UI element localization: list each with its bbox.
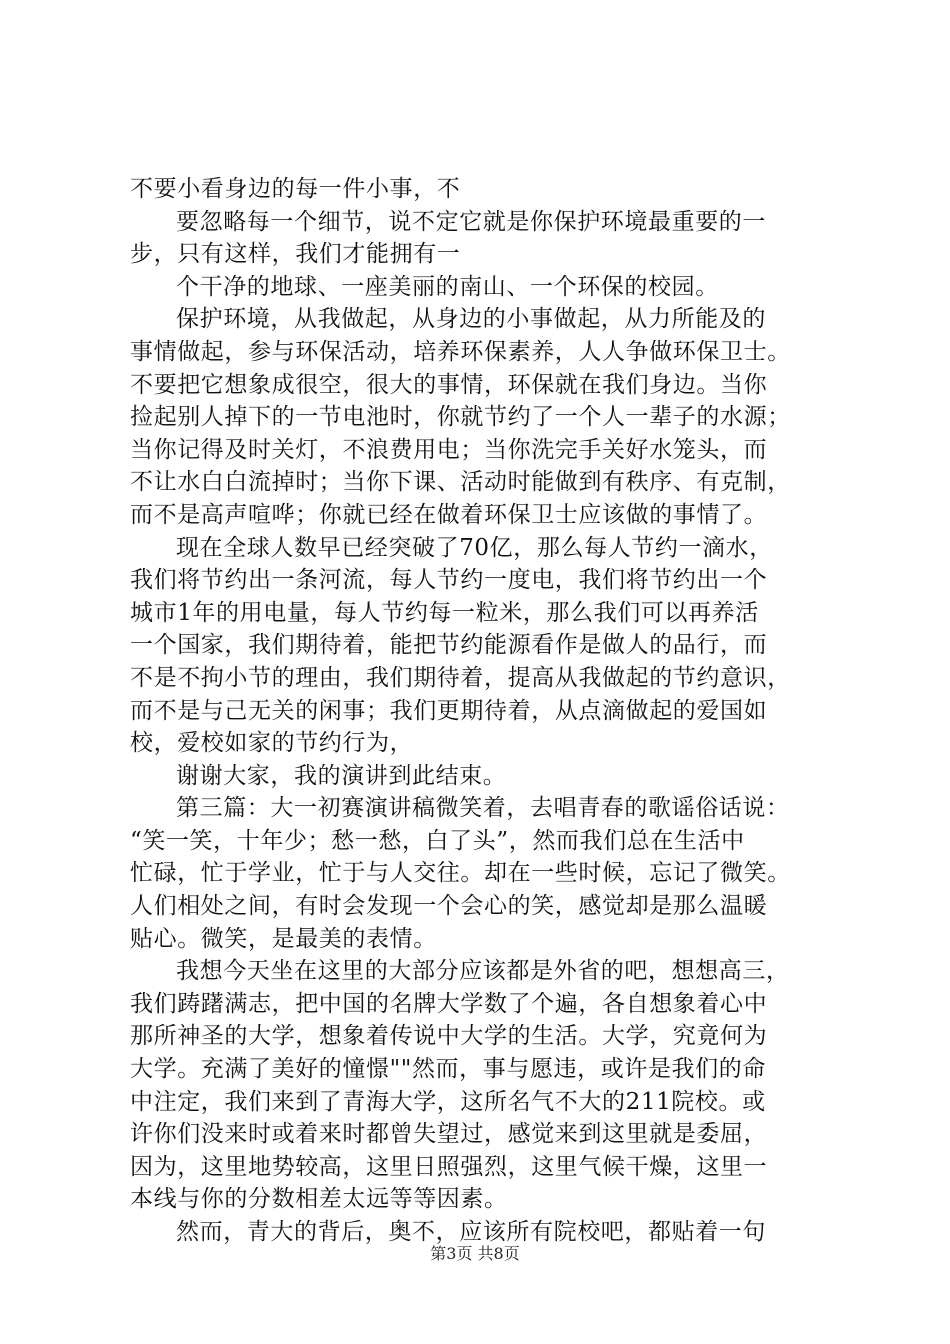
text-line: 第三篇：大一初赛演讲稿微笑着，去唱青春的歌谣俗话说： [176, 795, 790, 822]
text-line: 事情做起，参与环保活动，培养环保素养，人人争做环保卫士。 [130, 338, 791, 365]
text-line: 忙碌，忙于学业，忙于与人交往。却在一些时候，忘记了微笑。 [130, 860, 791, 887]
text-line: 城市1年的用电量，每人节约每一粒米，那么我们可以再养活 [130, 599, 759, 626]
text-line: 大学。充满了美好的憧憬""然而，事与愿违，或许是我们的命 [130, 1056, 766, 1083]
document-body [130, 173, 830, 1249]
text-line: 当你记得及时关灯，不浪费用电；当你洗完手关好水笼头，而 [130, 436, 768, 463]
text-line: 我们踌躇满志，把中国的名牌大学数了个遍，各自想象着心中 [130, 990, 768, 1017]
text-line: 我想今天坐在这里的大部分应该都是外省的吧，想想高三， [176, 958, 790, 985]
text-line: 而不是高声喧哗；你就已经在做着环保卫士应该做的事情了。 [130, 501, 768, 528]
text-line: 本线与你的分数相差太远等等因素。 [130, 1186, 508, 1213]
text-line: 中注定，我们来到了青海大学，这所名气不大的211院校。或 [130, 1088, 766, 1115]
text-line: 不是不拘小节的理由，我们期待着，提高从我做起的节约意识， [130, 664, 791, 691]
page-footer: 第3页 共8页 [430, 1244, 520, 1263]
text-line: 现在全球人数早已经突破了70亿，那么每人节约一滴水， [176, 534, 773, 561]
text-line: 那所神圣的大学，想象着传说中大学的生活。大学，究竟何为 [130, 1023, 768, 1050]
text-line: 许你们没来时或着来时都曾失望过，感觉来到这里就是委屈， [130, 1121, 768, 1148]
text-line: 一个国家，我们期待着，能把节约能源看作是做人的品行，而 [130, 632, 768, 659]
text-line: 捡起别人掉下的一节电池时，你就节约了一个人一辈子的水源； [130, 404, 791, 431]
text-line: 保护环境，从我做起，从身边的小事做起，从力所能及的 [176, 306, 766, 333]
text-line: 贴心。微笑，是最美的表情。 [130, 925, 437, 952]
text-line: 然而，青大的背后，奥不，应该所有院校吧，都贴着一句 [176, 1219, 766, 1245]
text-line: 因为，这里地势较高，这里日照强烈，这里气候干燥，这里一 [130, 1153, 768, 1180]
text-line: 我们将节约出一条河流，每人节约一度电，我们将节约出一个 [130, 567, 768, 594]
text-line: 要忽略每一个细节，说不定它就是你保护环境最重要的一 [176, 208, 766, 235]
text-line: 个干净的地球、一座美丽的南山、一个环保的校园。 [176, 273, 719, 300]
text-line: “笑一笑，十年少；愁一愁，白了头”，然而我们总在生活中 [130, 827, 745, 854]
text-line: 校，爱校如家的节约行为， [130, 730, 414, 757]
text-line: 而不是与己无关的闲事；我们更期待着，从点滴做起的爱国如 [130, 697, 768, 724]
text-line: 谢谢大家，我的演讲到此结束。 [176, 762, 507, 789]
text-line: 不要小看身边的每一件小事，不 [130, 176, 461, 202]
text-line: 不让水白白流掉时；当你下课、活动时能做到有秩序、有克制， [130, 469, 791, 496]
text-line: 人们相处之间，有时会发现一个会心的笑，感觉却是那么温暖 [130, 893, 768, 920]
text-line: 步，只有这样，我们才能拥有一 [130, 241, 461, 268]
text-line: 不要把它想象成很空，很大的事情，环保就在我们身边。当你 [130, 371, 768, 398]
